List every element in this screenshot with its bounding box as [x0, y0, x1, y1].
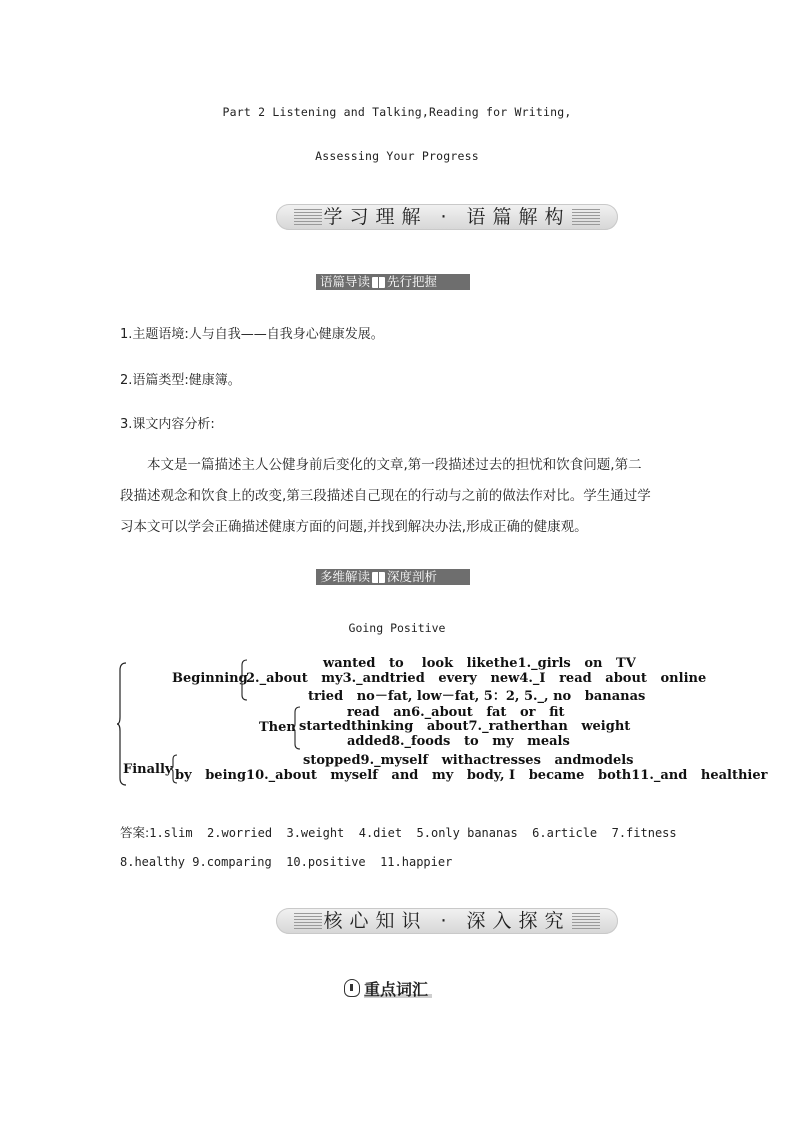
answers-line-1 — [120, 823, 677, 841]
finally-line-1: stopped9._myself withactresses andmodels — [303, 753, 634, 768]
answers-prefix: 答案: — [120, 825, 150, 840]
point-theme: 1.主题语境:人与自我——自我身心健康发展。 — [120, 327, 384, 342]
answers-line-2: 8.healthy 9.comparing 10.positive 11.happier — [120, 855, 453, 869]
then-line-2: startedthinking about7._ratherthan weight — [299, 719, 631, 734]
finally-label: Finally — [123, 762, 173, 777]
subsection-tag-guide — [316, 274, 470, 290]
then-line-1: read an6._about fat or fit — [347, 705, 565, 720]
answers-text-1: 1.slim 2.worried 3.weight 4.diet 5.only bananas 6.article 7.fitness — [149, 826, 677, 840]
banner-label: 核心知识 · 深入探究 — [323, 910, 571, 932]
beginning-label: Beginning — [172, 671, 248, 686]
analysis-line-2: 段描述观念和饮食上的改变,第三段描述自己现在的行动与之前的做法作对比。学生通过学 — [120, 488, 651, 504]
section-banner-learning — [276, 204, 618, 230]
book-icon — [372, 277, 385, 288]
analysis-line-3: 习本文可以学会正确描述健康方面的问题,并找到解决办法,形成正确的健康观。 — [120, 519, 588, 535]
analysis-line-1: 本文是一篇描述主人公健身前后变化的文章,第一段描述过去的担忧和饮食问题,第二 — [147, 457, 642, 473]
banner-label: 学习理解 · 语篇解构 — [323, 206, 571, 228]
beginning-line-3: tried no－fat, low－fat, 5：2, 5._, no bananas — [308, 689, 646, 704]
beginning-line-1: wanted to look likethe1._girls on TV — [323, 656, 636, 671]
banner-stripes-icon — [572, 209, 600, 225]
part-title: Part 2 Listening and Talking,Reading for Writing, — [222, 105, 572, 119]
point-analysis-heading: 3.课文内容分析: — [120, 417, 215, 432]
then-label: Then — [259, 720, 296, 735]
tag-right-label: 先行把握 — [387, 274, 438, 289]
section-banner-core — [276, 908, 618, 934]
tag-left-label: 语篇导读 — [320, 274, 371, 289]
tag-left-label: 多维解读 — [320, 569, 371, 584]
book-icon — [372, 572, 385, 583]
finally-line-2: by being10._about myself and my body, I became both11._and healthier — [175, 768, 768, 783]
point-genre: 2.语篇类型:健康簿。 — [120, 373, 241, 388]
structure-title: Going Positive — [348, 621, 446, 635]
then-line-3: added8._foods to my meals — [347, 734, 570, 749]
key-icon — [344, 979, 360, 997]
subsection-tag-analysis — [316, 569, 470, 585]
vocab-heading — [344, 977, 428, 999]
tag-right-label: 深度剖析 — [387, 569, 438, 584]
beginning-line-2: 2._about my3._andtried every new4._I read about online — [246, 671, 707, 686]
banner-stripes-icon — [572, 913, 600, 929]
vocab-label: 重点词汇 — [364, 979, 429, 999]
part-subtitle: Assessing Your Progress — [315, 149, 479, 163]
